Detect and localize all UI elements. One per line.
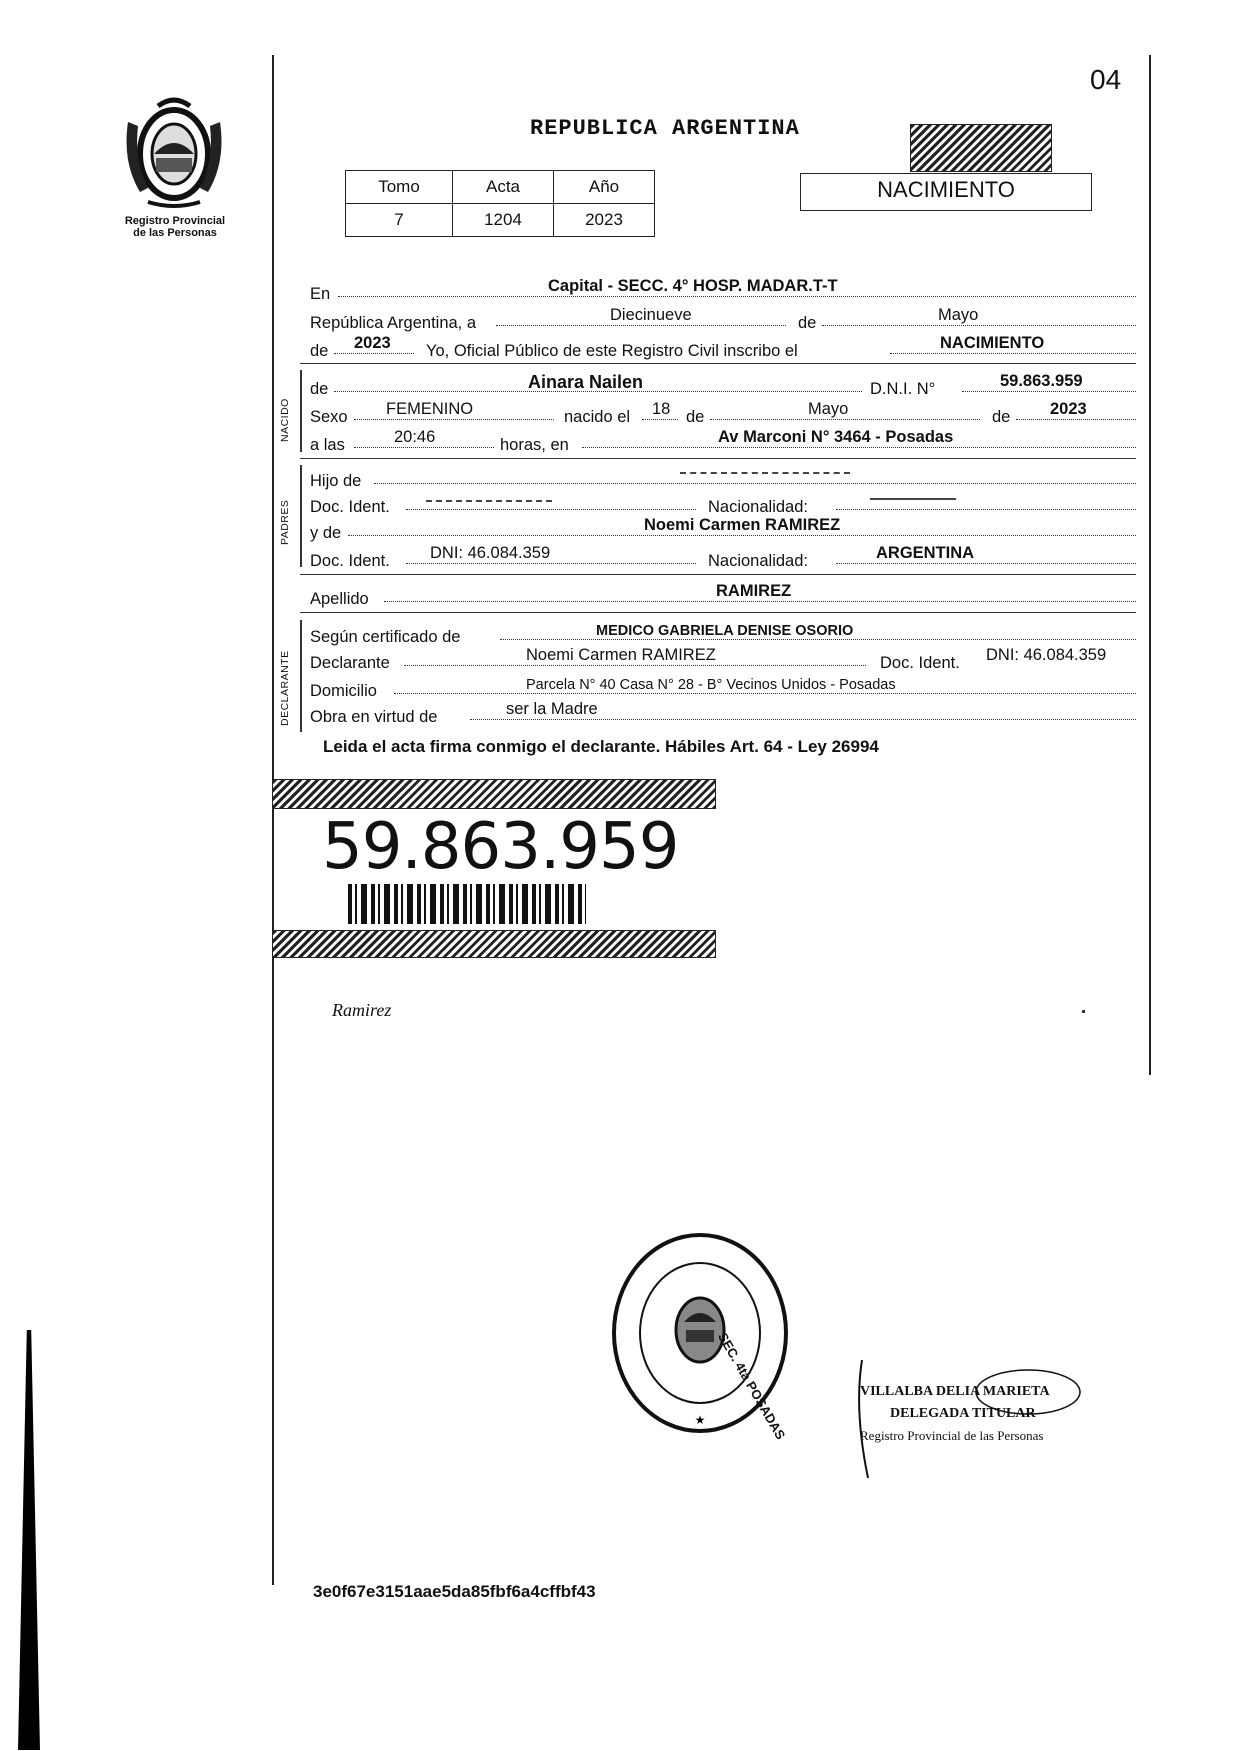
acta-value: 1204 bbox=[453, 204, 554, 237]
sex-value: FEMENINO bbox=[386, 400, 474, 418]
coat-of-arms-logo bbox=[118, 92, 230, 210]
dot-mark bbox=[1082, 1010, 1085, 1013]
dotted-leader bbox=[710, 419, 980, 420]
page-number: 04 bbox=[1090, 64, 1122, 95]
dotted-leader bbox=[836, 563, 1136, 564]
seal-outer-text bbox=[616, 1248, 788, 1249]
born-year: 2023 bbox=[1050, 400, 1087, 418]
mother-name: Noemi Carmen RAMIREZ bbox=[644, 516, 841, 534]
country-title: REPUBLICA ARGENTINA bbox=[530, 116, 800, 141]
surname-label: Apellido bbox=[310, 590, 369, 608]
dotted-leader bbox=[406, 509, 696, 510]
dotted-leader bbox=[406, 563, 696, 564]
child-dni: 59.863.959 bbox=[1000, 372, 1083, 390]
child-name: Ainara Nailen bbox=[528, 372, 644, 392]
redacted-field bbox=[870, 498, 956, 500]
father-doc-row bbox=[310, 496, 1136, 518]
dotted-leader bbox=[582, 447, 1136, 448]
year-value: 2023 bbox=[554, 204, 655, 237]
country-day-label: República Argentina, a bbox=[310, 314, 477, 332]
dotted-leader bbox=[334, 353, 414, 354]
mother-doc: DNI: 46.084.359 bbox=[430, 544, 551, 562]
mother-row bbox=[310, 516, 1136, 544]
dotted-leader bbox=[836, 509, 1136, 510]
section-bar bbox=[300, 370, 302, 452]
name-label: de bbox=[310, 380, 329, 398]
acta-header: Acta bbox=[453, 171, 554, 204]
year-header: Año bbox=[554, 171, 655, 204]
document-type: NACIMIENTO bbox=[800, 173, 1092, 211]
date-row bbox=[310, 306, 1136, 334]
sex-label: Sexo bbox=[310, 408, 348, 426]
and-label: y de bbox=[310, 524, 342, 542]
assigned-dni-number: 59.863.959 bbox=[322, 810, 679, 884]
doc-label: Doc. Ident. bbox=[310, 552, 390, 570]
child-of-label: Hijo de bbox=[310, 472, 362, 490]
surname-value: RAMIREZ bbox=[716, 582, 792, 600]
day-value: Diecinueve bbox=[610, 306, 692, 324]
name-row bbox=[310, 372, 1136, 400]
address-label: Domicilio bbox=[310, 682, 377, 700]
born-day: 18 bbox=[652, 400, 671, 418]
year-value: 2023 bbox=[354, 334, 391, 352]
hours-label: horas, en bbox=[500, 436, 569, 454]
section-label-declarante: DECLARANTE bbox=[279, 650, 291, 726]
address-row bbox=[310, 677, 1136, 702]
capacity-row bbox=[310, 700, 1136, 728]
mother-doc-row bbox=[310, 544, 1136, 572]
closing-note: Leida el acta firma conmigo el declarante. Hábiles Art. 64 - Ley 26994 bbox=[323, 737, 879, 756]
verification-hash: 3e0f67e3151aae5da85fbf6a4cffbf43 bbox=[313, 1582, 596, 1601]
dotted-leader bbox=[890, 353, 1136, 354]
time-label: a las bbox=[310, 436, 345, 454]
born-year-label: de bbox=[992, 408, 1011, 426]
registry-table bbox=[345, 170, 655, 237]
dotted-leader bbox=[404, 665, 866, 666]
address-value: Parcela N° 40 Casa N° 28 - B° Vecinos Unidos - Posadas bbox=[526, 677, 896, 693]
event-value: NACIMIENTO bbox=[940, 334, 1045, 352]
scan-shadow bbox=[18, 1330, 40, 1750]
dotted-leader bbox=[384, 601, 1136, 602]
dotted-leader bbox=[962, 391, 1136, 392]
doc-label: Doc. Ident. bbox=[310, 498, 390, 516]
place-row bbox=[310, 277, 1136, 305]
svg-text:★: ★ bbox=[694, 1413, 706, 1427]
dotted-leader bbox=[642, 419, 678, 420]
section-label-nacido: NACIDO bbox=[279, 398, 291, 442]
section-bar bbox=[300, 465, 302, 567]
dotted-leader bbox=[394, 693, 1136, 694]
surname-row bbox=[310, 582, 1136, 610]
declarant-value: Noemi Carmen RAMIREZ bbox=[526, 646, 716, 664]
capacity-label: Obra en virtud de bbox=[310, 708, 438, 726]
sex-row bbox=[310, 400, 1136, 428]
section-label-padres: PADRES bbox=[279, 499, 291, 545]
declarant-doc: DNI: 46.084.359 bbox=[986, 646, 1107, 664]
section-divider bbox=[300, 612, 1136, 613]
mother-nationality: ARGENTINA bbox=[876, 544, 975, 562]
tomo-value: 7 bbox=[346, 204, 453, 237]
time-value: 20:46 bbox=[394, 428, 436, 446]
tomo-header: Tomo bbox=[346, 171, 453, 204]
nationality-label: Nacionalidad: bbox=[708, 498, 808, 516]
dni-label: D.N.I. N° bbox=[870, 380, 936, 398]
child-of-row bbox=[310, 470, 1136, 492]
dotted-leader bbox=[1016, 419, 1136, 420]
year-row bbox=[310, 334, 1136, 362]
born-month-label: de bbox=[686, 408, 705, 426]
dotted-leader bbox=[374, 483, 1136, 484]
year-label: de bbox=[310, 342, 329, 360]
declarant-doc-label: Doc. Ident. bbox=[880, 654, 960, 672]
section-divider bbox=[300, 574, 1136, 575]
security-stamp bbox=[910, 124, 1052, 172]
seal-inner-text: SEC. 4ta POSADAS bbox=[715, 1330, 789, 1442]
section-divider bbox=[300, 458, 1136, 459]
dotted-leader bbox=[500, 639, 1136, 640]
official-name: VILLALBA DELIA MARIETA bbox=[860, 1384, 1050, 1399]
birth-place: Av Marconi N° 3464 - Posadas bbox=[718, 428, 954, 446]
declarant-row bbox=[310, 646, 1136, 674]
dotted-leader bbox=[470, 719, 1136, 720]
dotted-leader bbox=[822, 325, 1136, 326]
place-value: Capital - SECC. 4° HOSP. MADAR.T-T bbox=[548, 277, 838, 295]
officer-text: Yo, Oficial Público de este Registro Civil inscribo el bbox=[426, 342, 798, 360]
month-value: Mayo bbox=[938, 306, 979, 324]
dotted-leader bbox=[354, 447, 494, 448]
dotted-leader bbox=[338, 296, 1136, 297]
dotted-leader bbox=[348, 535, 1136, 536]
scan-edge-right bbox=[1149, 55, 1151, 1075]
security-band-bottom bbox=[272, 930, 716, 958]
security-band-top bbox=[272, 779, 716, 809]
nationality-label: Nacionalidad: bbox=[708, 552, 808, 570]
month-label: de bbox=[798, 314, 817, 332]
declarant-signature: Ramirez bbox=[332, 1000, 392, 1020]
certificate-value: MEDICO GABRIELA DENISE OSORIO bbox=[596, 623, 854, 639]
dotted-leader bbox=[496, 325, 786, 326]
section-divider bbox=[300, 363, 1136, 364]
official-office: Registro Provincial de las Personas bbox=[860, 1428, 1044, 1443]
born-month: Mayo bbox=[808, 400, 849, 418]
born-label: nacido el bbox=[564, 408, 631, 426]
redacted-field bbox=[680, 472, 850, 474]
certificate-row bbox=[310, 623, 1136, 648]
redacted-field bbox=[426, 500, 552, 502]
time-row bbox=[310, 428, 1136, 456]
barcode bbox=[348, 884, 586, 924]
declarant-label: Declarante bbox=[310, 654, 390, 672]
section-bar bbox=[300, 620, 302, 732]
scan-edge-left bbox=[272, 55, 274, 1585]
registry-caption: Registro Provincial de las Personas bbox=[124, 215, 226, 239]
capacity-value: ser la Madre bbox=[506, 700, 598, 718]
place-label: En bbox=[310, 285, 331, 303]
official-title: DELEGADA TITULAR bbox=[890, 1406, 1036, 1421]
dotted-leader bbox=[354, 419, 554, 420]
certificate-label: Según certificado de bbox=[310, 628, 461, 646]
